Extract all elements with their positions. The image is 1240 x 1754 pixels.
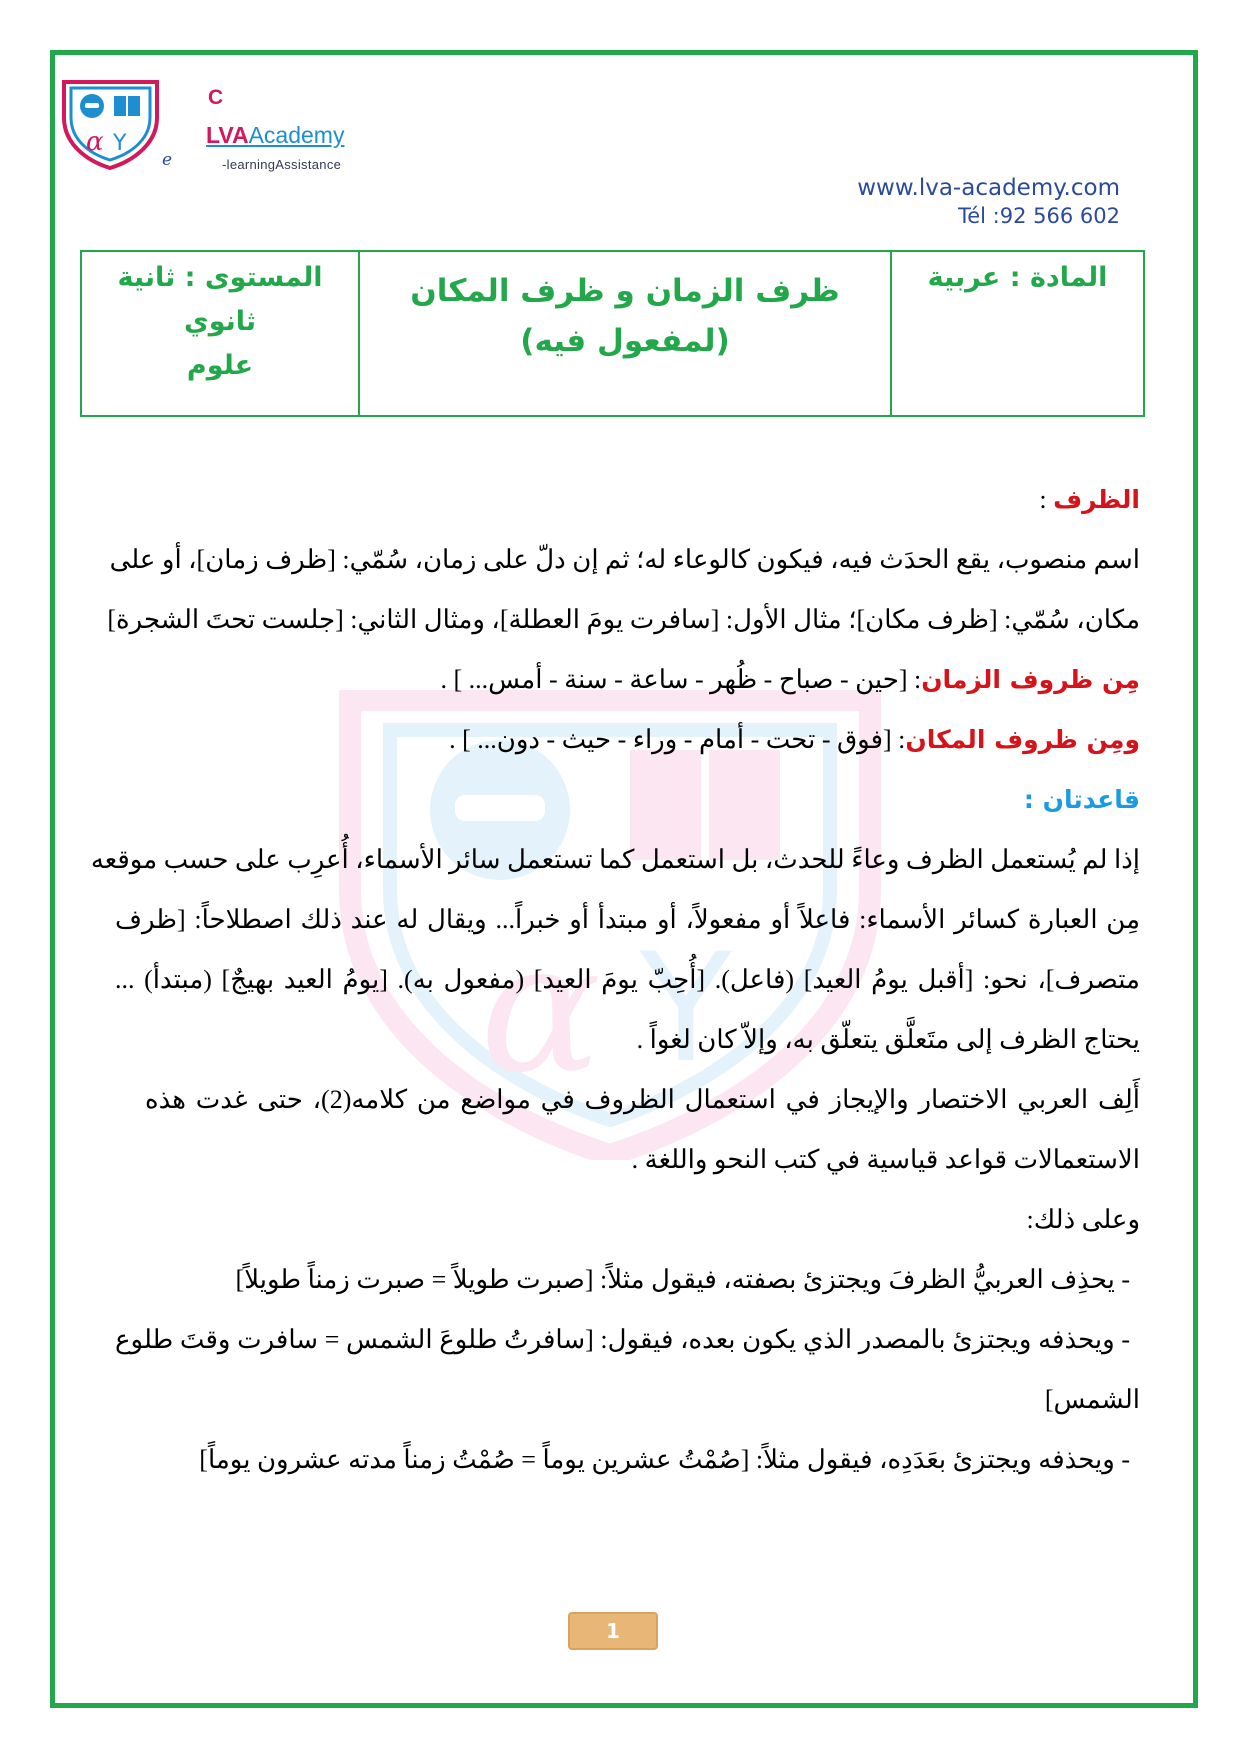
phone-number: Tél :92 566 602 [957,204,1120,228]
brand-tagline: -learningAssistance [222,157,342,172]
brand-name-rest: Academy [248,122,345,148]
place-adverbs-line [115,710,1140,770]
level-line-2: ثانوي [183,306,257,337]
definition-line-1: اسم منصوب، يقع الحدَث فيه، فيكون كالوعاء له؛ ثم إن دلّ على زمان، سُمّي: [ظرف زمان]، أو على [109,545,1140,574]
definition-line-2: مكان، سُمّي: [ظرف مكان]؛ مثال الأول: [سافرت يومَ العطلة]، ومثال الثاني: [جلست تحتَ الشجرة] [107,605,1140,634]
paragraph-line-2: الاستعمالات قواعد قياسية في كتب النحو واللغة . [631,1145,1140,1174]
time-adverbs-list: : [حين - صباح - ظُهر - ساعة - سنة - أمس... ] . [440,665,922,694]
svg-text:α: α [86,127,104,157]
and-on-that-line: وعلى ذلك: [1026,1205,1140,1234]
lesson-content [90,470,1140,1490]
paragraph-line-1: أَلِف العربي الاختصار والإيجاز في استعمال الظروف في مواضع من كلامه(2)، حتى غدت هذه [145,1085,1140,1114]
time-adverbs-line [115,650,1140,710]
rule1-line-3: متصرف]، نحو: [أقبل يومُ العيد] (فاعل). [أُحِبّ يومَ العيد] (مفعول به). [يومُ العيد بهيجٌ] (مبتدأ) ... [115,965,1140,994]
bullet-1: - يحذِف العربيُّ الظرفَ ويجتزئ بصفته، فيقول مثلاً: [صبرت طويلاً = صبرت زمناً طويلاً] [235,1265,1130,1294]
brand-name [206,122,344,149]
place-adverbs-list: : [فوق - تحت - أمام - وراء - حيث - دون... ] . [449,725,906,754]
svg-text:Y: Y [640,922,732,1096]
lva-shield-logo-icon [58,78,163,170]
brand-name-bold: LVA [206,122,249,148]
subject-cell [892,252,1143,415]
bullet-2-line-1: - ويحذفه ويجتزئ بالمصدر الذي يكون بعده، فيقول: [سافرتُ طلوعَ الشمس = سافرت وقتَ طلوع [115,1325,1130,1354]
brand-letter: C [208,86,224,109]
bullet-2-line-2: الشمس] [1044,1385,1140,1414]
rule1-line-2: مِن العبارة كسائر الأسماء: فاعلاً أو مفعولاً، أو مبتدأ أو خبراً... ويقال له عند ذلك اصطلاحاً: [ظرف [115,905,1140,934]
subject-label: المادة : عربية [927,262,1108,293]
bullet-3: - ويحذفه ويجتزئ بعَدَدِه، فيقول مثلاً: [صُمْتُ عشرين يوماً = صُمْتُ زمناً مدته عشرون يوماً] [199,1445,1130,1474]
level-line-3: علوم [186,350,254,381]
brand-e-letter: e [162,150,173,170]
title-cell [360,252,892,415]
heading-zarf-suffix: : [1039,485,1054,514]
svg-text:Y: Y [113,131,127,156]
rules-heading-line [115,770,1140,830]
lesson-title: ظرف الزمان و ظرف المكان [410,273,840,309]
lesson-subtitle: (لمفعول فيه) [520,323,730,359]
level-cell [82,252,360,415]
website-link[interactable]: www.lva-academy.com [857,175,1120,201]
place-adverbs-label: ومِن ظروف المكان [905,725,1140,754]
rules-heading: قاعدتان : [1023,785,1140,814]
section-heading-zarf [115,470,1140,530]
heading-zarf: الظرف [1053,485,1140,514]
time-adverbs-label: مِن ظروف الزمان [921,665,1140,694]
page-number-badge: 1 [568,1612,658,1650]
level-line-1: المستوى : ثانية [117,262,323,293]
rule1-line-1: إذا لم يُستعمل الظرف وعاءً للحدث، بل استعمل كما تستعمل سائر الأسماء، أُعرِب على حسب موقعه [90,845,1140,874]
rule2-line: يحتاج الظرف إلى متَعلَّق يتعلّق به، وإلاّ كان لغواً . [636,1025,1140,1054]
info-table [80,250,1145,417]
svg-text:α: α [480,904,602,1113]
